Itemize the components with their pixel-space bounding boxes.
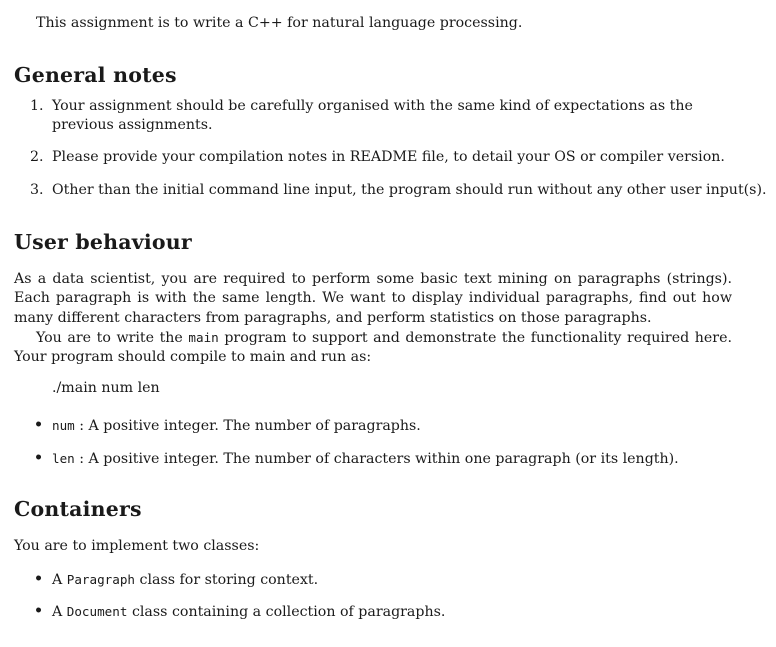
bullet-icon: •	[34, 417, 44, 433]
param-description: : A positive integer. The number of characters within one paragraph (or its length).	[74, 451, 679, 467]
bullet-icon: •	[34, 603, 44, 619]
general-notes-heading: General notes	[14, 63, 177, 87]
list-item	[14, 148, 734, 181]
paragraph-text: You are to write the	[36, 330, 189, 346]
list-item	[14, 181, 767, 200]
bullet-icon: •	[34, 571, 44, 587]
param-code: len	[52, 451, 75, 466]
list-item-text: Other than the initial command line input, the program should run without any other user input(s).	[52, 182, 767, 198]
intro-text: This assignment is to write a C++ for natural language processing.	[36, 15, 523, 31]
user-behaviour-heading: User behaviour	[14, 230, 192, 254]
containers-heading: Containers	[14, 497, 142, 521]
list-item-number: 1.	[30, 98, 44, 114]
class-name-code: Paragraph	[66, 572, 136, 587]
list-item-number: 3.	[30, 182, 44, 198]
command-line-example: ./main num len	[52, 380, 160, 396]
item-text: A	[52, 572, 67, 588]
list-item	[14, 449, 734, 482]
parameter-list	[14, 416, 734, 482]
user-behaviour-paragraph-1: As a data scientist, you are required to perform some basic text mining on paragraphs (strings). Each paragraph is with the same length. We want to display individual paragraphs, find out how many different characters from paragraphs, and perform statistics on those paragraphs.	[14, 271, 732, 326]
general-notes-list	[14, 97, 767, 200]
list-item-number: 2.	[30, 149, 44, 165]
item-text: class containing a collection of paragraphs.	[127, 604, 446, 620]
list-item	[14, 602, 734, 634]
list-item	[14, 570, 734, 602]
list-item	[14, 416, 734, 449]
user-behaviour-paragraph-2	[14, 328, 732, 368]
class-name-code: Document	[66, 604, 128, 619]
list-item	[14, 97, 734, 148]
paragraph-text: program to support and demonstrate the functionality required here. Your program should compile to main and run as:	[14, 330, 732, 366]
list-item-text: Please provide your compilation notes in README file, to detail your OS or compiler version.	[52, 149, 725, 165]
bullet-icon: •	[34, 450, 44, 466]
item-text: A	[52, 604, 67, 620]
list-item-text: Your assignment should be carefully organised with the same kind of expectations as the previous assignments.	[52, 98, 693, 133]
main-code: main	[188, 330, 219, 345]
param-code: num	[52, 418, 75, 433]
param-description: : A positive integer. The number of paragraphs.	[74, 418, 421, 434]
containers-intro: You are to implement two classes:	[14, 538, 260, 554]
item-text: class for storing context.	[135, 572, 319, 588]
classes-list	[14, 570, 734, 634]
